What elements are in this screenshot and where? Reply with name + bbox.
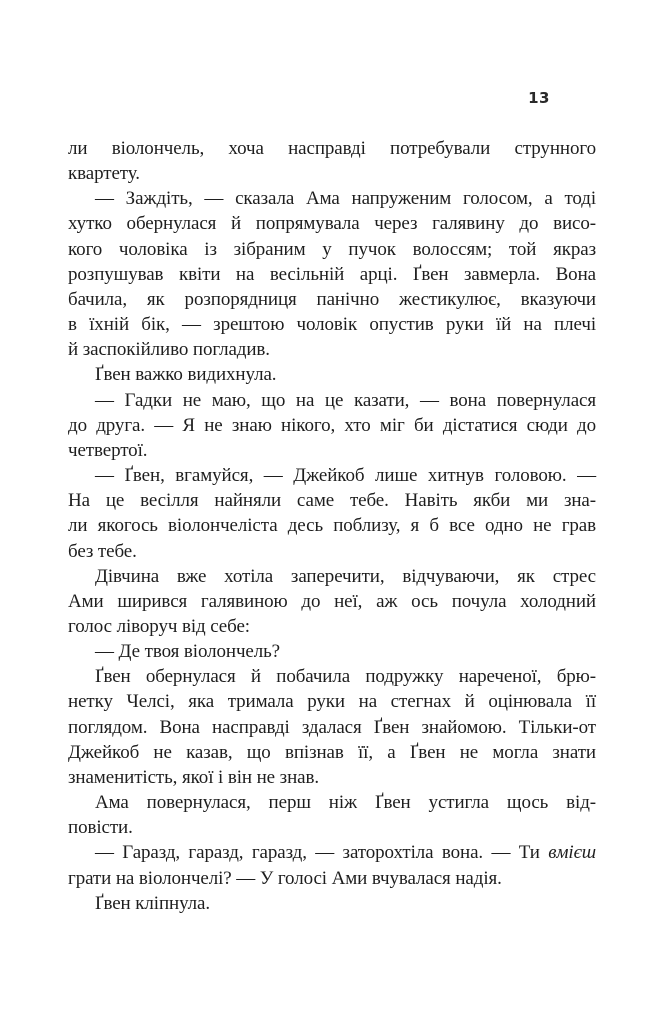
text-line: Ґвен обернулася й побачила подружку нареченої, брю- xyxy=(95,666,596,688)
text-line: розпушував квіти на весільній арці. Ґвен завмерла. Вона xyxy=(68,263,596,285)
text-line: ли якогось віолончеліста десь поблизу, я б все одно не грав xyxy=(68,515,596,537)
page-number: 13 xyxy=(528,89,550,107)
text-line: знаменитість, якої і він не знав. xyxy=(68,766,319,788)
text-line xyxy=(68,840,596,865)
text-line: й заспокійливо погладив. xyxy=(68,339,270,361)
text-line: нетку Челсі, яка тримала руки на стегнах й оцінювала її xyxy=(68,691,596,713)
text-line: На це весілля найняли саме тебе. Навіть якби ми зна- xyxy=(68,490,596,512)
text-line: повісти. xyxy=(68,817,133,839)
text-line: кого чоловіка із зібраним у пучок волоссям; той якраз xyxy=(68,238,596,260)
text-line: без тебе. xyxy=(68,540,137,562)
text-line: ли віолончель, хоча насправді потребували струнного xyxy=(68,138,596,159)
text-line: в їхній бік, — зрештою чоловік опустив руки їй на плечі xyxy=(68,314,596,336)
emphasized-word: вмієш xyxy=(548,842,596,864)
text-line: голос ліворуч від себе: xyxy=(68,615,250,637)
text-line: Ами ширився галявиною до неї, аж ось почула холодний xyxy=(68,590,596,612)
text-line: до друга. — Я не знаю нікого, хто міг би дістатися сюди до xyxy=(68,414,596,436)
text-line: грати на віолончелі? — У голосі Ами вчувалася надія. xyxy=(68,867,502,889)
text-line: Ґвен кліпнула. xyxy=(95,892,211,914)
text-line: — Ґвен, вгамуйся, — Джейкоб лише хитнув головою. — xyxy=(95,465,596,487)
text-line: — Заждіть, — сказала Ама напруженим голосом, а тоді xyxy=(95,188,596,210)
text-line: Ама повернулася, перш ніж Ґвен устигла щось від- xyxy=(95,792,596,814)
text-line: хутко обернулася й попрямувала через галявину до висо- xyxy=(68,213,596,235)
text-line: Ґвен важко видихнула. xyxy=(95,364,277,386)
text-line: — Де твоя віолончель? xyxy=(95,641,281,663)
text-line: поглядом. Вона насправді здалася Ґвен знайомою. Тільки-от xyxy=(68,716,596,738)
text-line: Дівчина вже хотіла заперечити, відчуваючи, як стрес xyxy=(95,565,596,587)
text-block xyxy=(68,136,596,916)
text-line: четвертої. xyxy=(68,439,148,461)
text-line: бачила, як розпорядниця панічно жестикулює, вказуючи xyxy=(68,288,596,310)
text-line: Джейкоб не казав, що впізнав її, а Ґвен не могла знати xyxy=(68,741,596,763)
text-line: квартету. xyxy=(68,163,140,185)
text-line: — Гадки не маю, що на це казати, — вона повернулася xyxy=(95,389,596,411)
text-segment: — Гаразд, гаразд, гаразд, — заторохтіла вона. — Ти xyxy=(95,842,549,864)
